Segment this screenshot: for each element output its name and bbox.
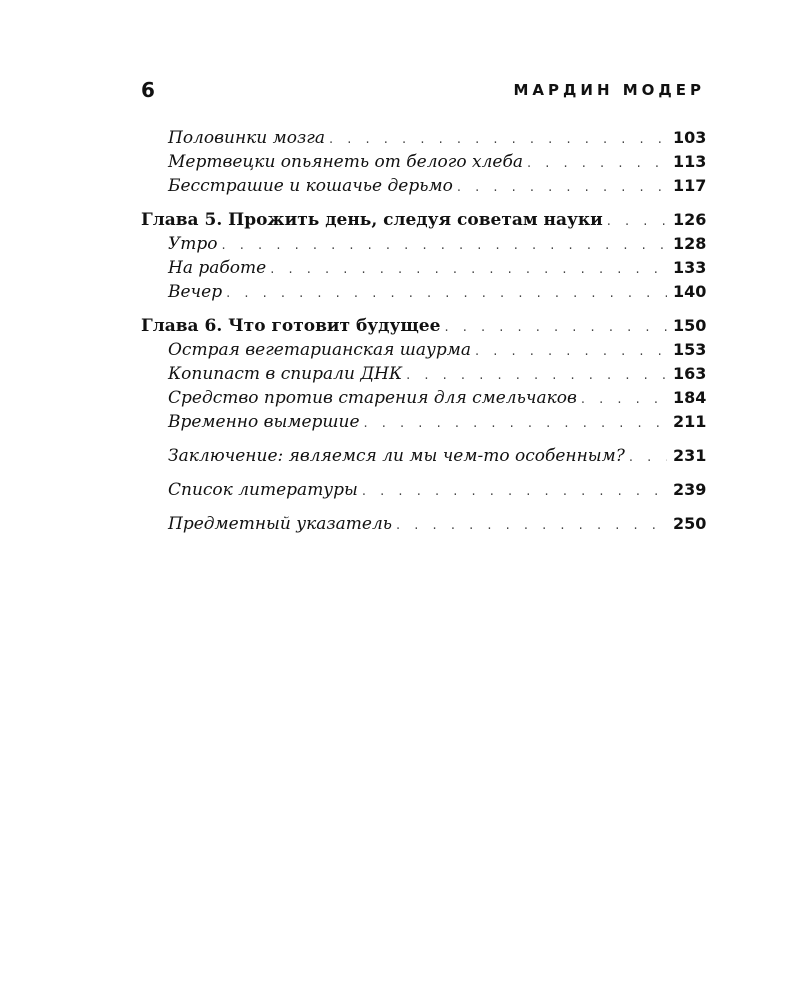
toc-entry [141,150,705,174]
toc-entry-page: 231 [673,446,707,465]
toc-entry-title: Бесстрашие и кошачье дерьмо [168,176,453,196]
toc-entry-page: 103 [673,128,707,147]
dot-leader [444,316,667,340]
page-number: 6 [141,78,155,102]
toc-entry-page: 184 [673,388,707,407]
toc-chapter-title: Глава 6. Что готовит будущее [141,316,441,336]
dot-leader [270,258,667,282]
toc-entry [141,386,705,410]
running-head [141,76,705,106]
toc-entry [141,362,705,386]
toc-entry-page: 211 [673,412,707,431]
toc-entry-title: Вечер [168,282,223,302]
toc-entry-title: Утро [168,234,218,254]
toc-entry-page: 153 [673,340,707,359]
dot-leader [329,128,667,152]
toc-entry [141,444,705,468]
toc-chapter [141,208,705,232]
toc-entry-title: Средство против старения для смельчаков [168,388,577,408]
toc-entry-page: 250 [673,514,707,533]
toc-entry [141,512,705,536]
toc-entry-page: 239 [673,480,707,499]
toc-chapter-page: 150 [673,316,707,335]
toc-entry-title: Временно вымершие [168,412,360,432]
toc-entry-page: 113 [673,152,707,171]
dot-leader [406,364,667,388]
toc-entry [141,126,705,150]
dot-leader [607,210,667,234]
toc-entry-title: На работе [168,258,267,278]
dot-leader [629,446,667,470]
toc-entry [141,174,705,198]
toc-entry-page: 133 [673,258,707,277]
dot-leader [222,234,667,258]
toc-entry-title: Предметный указатель [168,514,393,534]
toc-entry-page: 140 [673,282,707,301]
toc-chapter-page: 126 [673,210,707,229]
toc-entry [141,232,705,256]
dot-leader [581,388,667,412]
dot-leader [362,480,667,504]
dot-leader [475,340,667,364]
dot-leader [226,282,667,306]
toc-entry-title: Заключение: являемся ли мы чем-то особенным? [168,446,625,466]
table-of-contents [141,126,705,536]
toc-chapter [141,314,705,338]
toc-entry-title: Острая вегетарианская шаурма [168,340,471,360]
toc-entry-title: Список литературы [168,480,358,500]
dot-leader [457,176,667,200]
dot-leader [527,152,667,176]
toc-entry-title: Копипаст в спирали ДНК [168,364,403,384]
running-head-author: МАРДИН МОДЕР [513,81,705,99]
toc-entry [141,338,705,362]
toc-entry-page: 128 [673,234,707,253]
toc-chapter-title: Глава 5. Прожить день, следуя советам науки [141,210,603,230]
dot-leader [364,412,667,436]
toc-entry-title: Половинки мозга [168,128,325,148]
toc-entry [141,280,705,304]
toc-entry-page: 117 [673,176,707,195]
toc-entry [141,410,705,434]
toc-entry [141,478,705,502]
dot-leader [396,514,667,538]
toc-entry-title: Мертвецки опьянеть от белого хлеба [168,152,523,172]
toc-entry [141,256,705,280]
toc-entry-page: 163 [673,364,707,383]
